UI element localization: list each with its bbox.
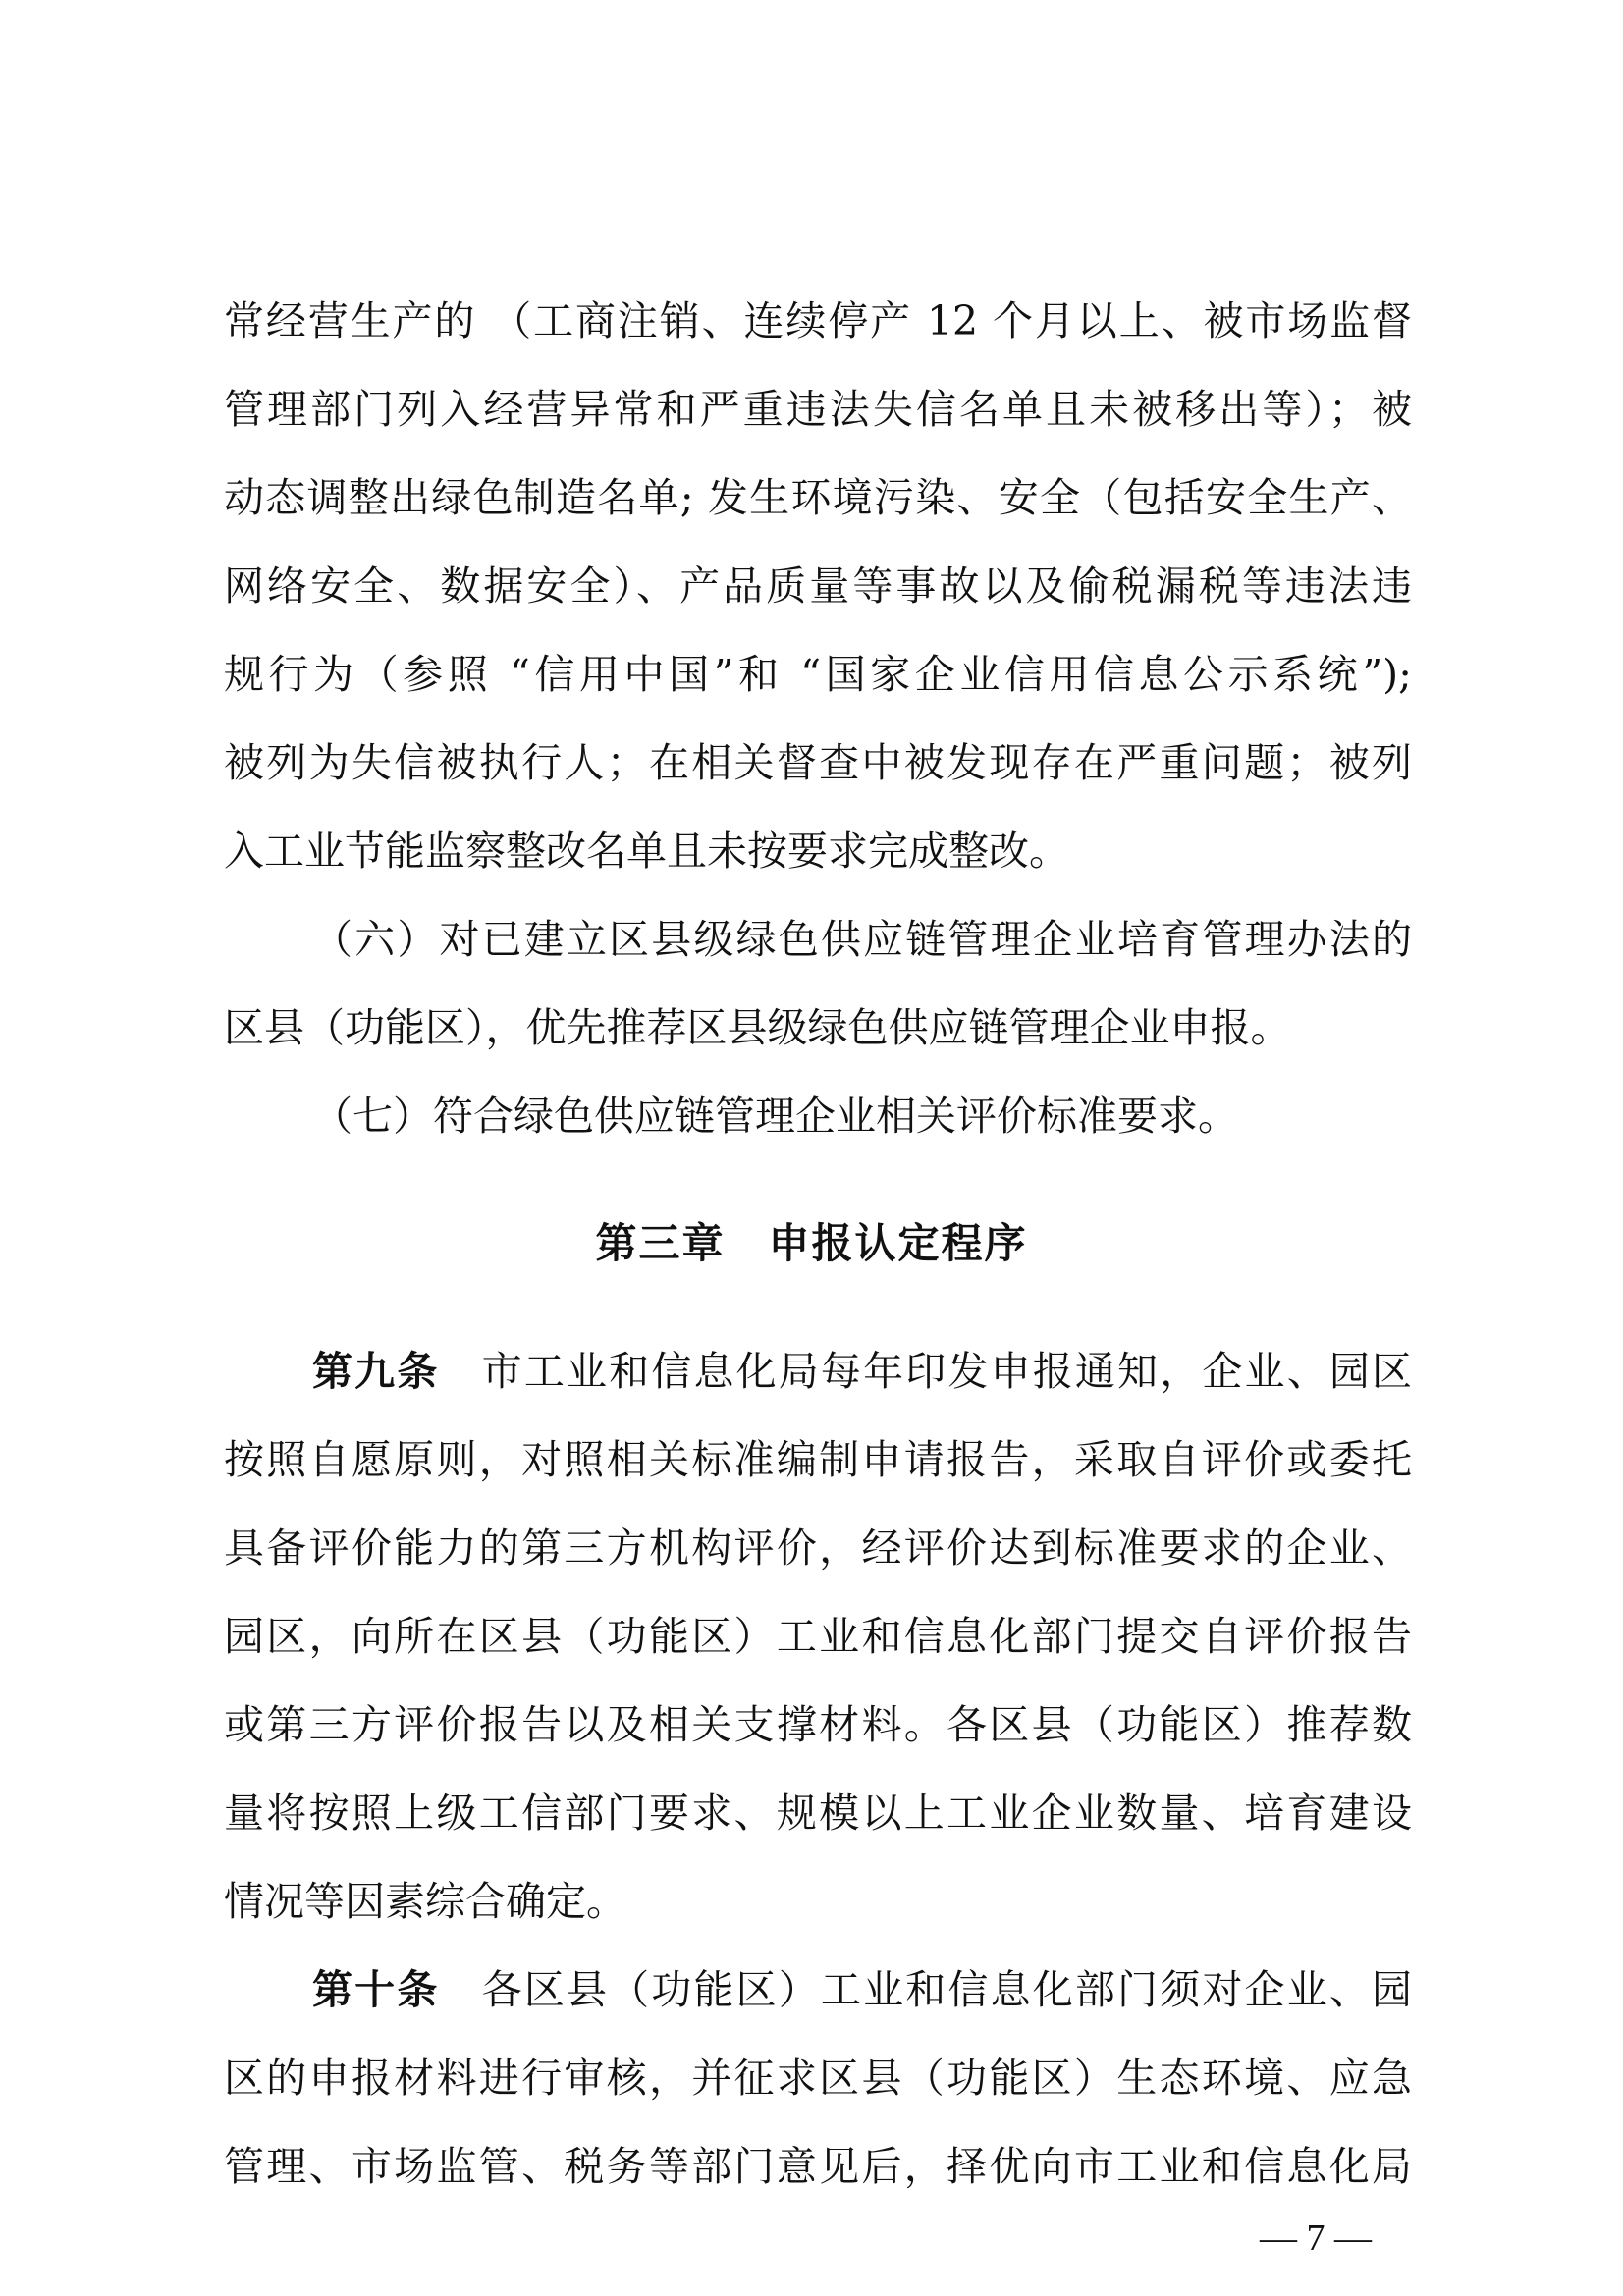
article-ten-first-text: 各区县（功能区）工业和信息化部门须对企业、园 — [481, 1966, 1412, 2013]
item-six-line: （六）对已建立区县级绿色供应链管理企业培育管理办法的 — [312, 916, 1412, 963]
article-nine-line: 按照自愿原则，对照相关标准编制申请报告，采取自评价或委托 — [224, 1436, 1412, 1483]
article-nine-label: 第九条 — [312, 1348, 440, 1395]
paragraph-line: 常经营生产的 （工商注销、连续停产 12 个月以上、被市场监督 — [224, 297, 1412, 345]
article-nine-line: 园区，向所在区县（功能区）工业和信息化部门提交自评价报告 — [224, 1613, 1412, 1660]
article-nine-line: 具备评价能力的第三方机构评价，经评价达到标准要求的企业、 — [224, 1524, 1412, 1572]
article-nine-line: 或第三方评价报告以及相关支撑材料。各区县（功能区）推荐数 — [224, 1701, 1412, 1748]
article-ten-label: 第十条 — [312, 1966, 440, 2013]
article-ten-gap — [439, 1966, 481, 2013]
page-number: — 7 — — [1260, 2217, 1372, 2259]
chapter-heading: 第三章 申报认定程序 — [595, 1219, 1028, 1267]
paragraph-line: 规行为（参照 “信用中国”和 “国家企业信用信息公示系统”); — [224, 651, 1412, 698]
article-nine-first-line — [312, 1327, 1412, 1415]
paragraph-line: 管理部门列入经营异常和严重违法失信名单且未被移出等）；被 — [224, 386, 1412, 433]
article-nine-first-text: 市工业和信息化局每年印发申报通知，企业、园区 — [481, 1348, 1412, 1395]
article-ten-line: 区的申报材料进行审核，并征求区县（功能区）生态环境、应急 — [224, 2055, 1412, 2102]
article-nine-gap — [439, 1348, 481, 1395]
article-nine-line: 情况等因素综合确定。 — [224, 1878, 626, 1925]
paragraph-line: 网络安全、数据安全）、产品质量等事故以及偷税漏税等违法违 — [224, 562, 1412, 610]
paragraph-line: 动态调整出绿色制造名单; 发生环境污染、安全（包括安全生产、 — [224, 474, 1412, 521]
paragraph-line: 入工业节能监察整改名单且未按要求完成整改。 — [224, 828, 1069, 875]
paragraph-line: 被列为失信被执行人；在相关督查中被发现存在严重问题；被列 — [224, 739, 1412, 786]
article-ten-first-line — [312, 1946, 1412, 2034]
article-ten-line: 管理、市场监管、税务等部门意见后，择优向市工业和信息化局 — [224, 2143, 1412, 2190]
article-nine-line: 量将按照上级工信部门要求、规模以上工业企业数量、培育建设 — [224, 1789, 1412, 1837]
item-seven-line: （七）符合绿色供应链管理企业相关评价标准要求。 — [312, 1093, 1238, 1140]
item-six-line: 区县（功能区），优先推荐区县级绿色供应链管理企业申报。 — [224, 1004, 1291, 1051]
